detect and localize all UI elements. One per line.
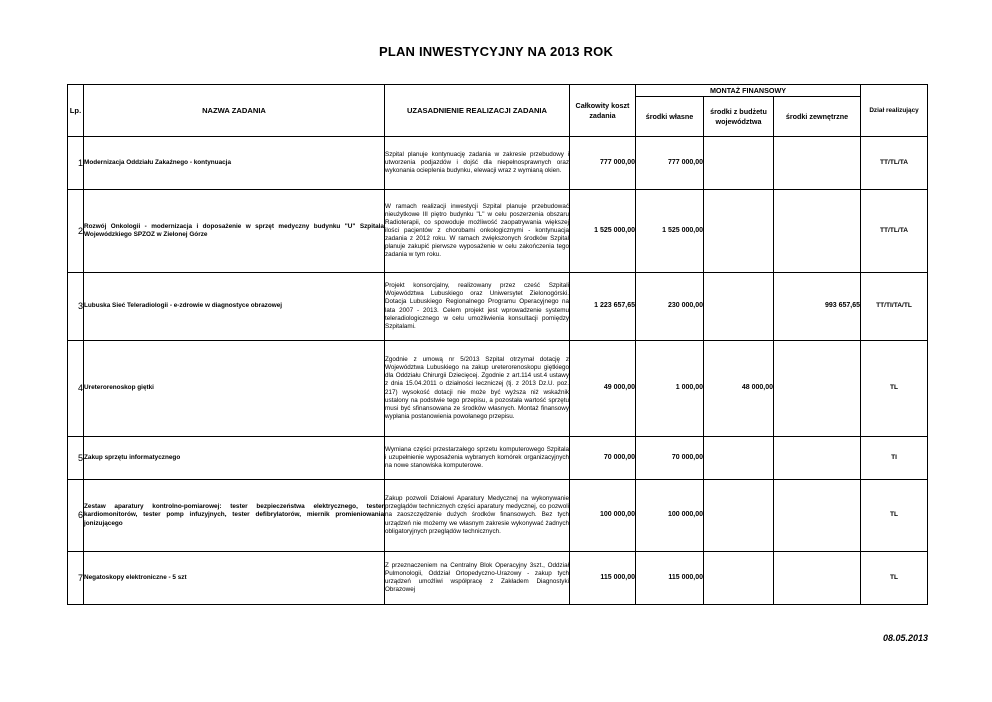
- department: TL: [861, 341, 928, 437]
- department: TT/TI/TA/TL: [861, 273, 928, 341]
- task-justification: Z przeznaczeniem na Centralny Blok Operacyjny 3szt., Oddział Pulmonologii, Oddział Ortopedyczno-Urazowy - zakup tych urządzeń umożliwi współpracę z Zakładem Diagnostyki Obrazowej: [385, 552, 570, 605]
- task-justification: Wymiana części przestarzałego sprzetu komputerowego Szpitala i uzupełnienie wyposażenia wybranych komórek organizacyjnych na nowe stanowiska komputerowe.: [385, 437, 570, 480]
- total-cost: 115 000,00: [570, 552, 636, 605]
- task-justification: Projekt konsorcjalny, realizowany przez cześć Szpitali Województwa Lubuskiego oraz Uniwersytet Zielonogórski. Dotacja Lubuskiego Regionalnego Programu Operacyjnego na lata 2007 - 2013. Celem projekt jest wprowadzenie systemu teleradiologicznego w celu umożliwienia konsultacji pomiędzy Szpitalami.: [385, 273, 570, 341]
- task-name: Ureterorenoskop giętki: [84, 341, 385, 437]
- external-funds: [774, 190, 861, 273]
- external-funds: [774, 552, 861, 605]
- row-lp: 5: [68, 437, 84, 480]
- header-financing: MONTAŻ FINANSOWY: [636, 85, 861, 97]
- own-funds: 100 000,00: [636, 480, 704, 552]
- total-cost: 100 000,00: [570, 480, 636, 552]
- voivodeship-funds: [704, 552, 774, 605]
- voivodeship-funds: 48 000,00: [704, 341, 774, 437]
- header-voivodeship-funds: środki z budżetu województwa: [704, 97, 774, 137]
- voivodeship-funds: [704, 437, 774, 480]
- table-row: [68, 480, 928, 552]
- department: TI: [861, 437, 928, 480]
- voivodeship-funds: [704, 273, 774, 341]
- row-lp: 3: [68, 273, 84, 341]
- row-lp: 4: [68, 341, 84, 437]
- header-name: NAZWA ZADANIA: [84, 85, 385, 137]
- department: TT/TL/TA: [861, 190, 928, 273]
- external-funds: 993 657,65: [774, 273, 861, 341]
- voivodeship-funds: [704, 137, 774, 190]
- investment-plan-table: [67, 84, 928, 605]
- total-cost: 777 000,00: [570, 137, 636, 190]
- task-name: Zakup sprzętu informatycznego: [84, 437, 385, 480]
- total-cost: 70 000,00: [570, 437, 636, 480]
- task-name: Modernizacja Oddziału Zakaźnego - kontynuacja: [84, 137, 385, 190]
- department: TL: [861, 480, 928, 552]
- task-name: Lubuska Sieć Teleradiologii - e-zdrowie w diagnostyce obrazowej: [84, 273, 385, 341]
- own-funds: 115 000,00: [636, 552, 704, 605]
- table-row: [68, 273, 928, 341]
- row-lp: 6: [68, 480, 84, 552]
- external-funds: [774, 437, 861, 480]
- task-name: Negatoskopy elektroniczne - 5 szt: [84, 552, 385, 605]
- external-funds: [774, 480, 861, 552]
- task-name: Zestaw aparatury kontrolno-pomiarowej: tester bezpieczeństwa elektrycznego, tester kardiomonitorów, tester pomp infuzyjnych, tester defibrylatorów, miernik promieniowania jonizującego: [84, 480, 385, 552]
- table-row: [68, 552, 928, 605]
- header-own-funds: środki własne: [636, 97, 704, 137]
- page-title: PLAN INWESTYCYJNY NA 2013 ROK: [378, 44, 614, 59]
- department: TT/TL/TA: [861, 137, 928, 190]
- row-lp: 2: [68, 190, 84, 273]
- task-justification: Szpital planuje kontynuację zadania w zakresie przebudowy i utworzenia podjazdów i dojść dla niepełnosprawnych oraz wykonania ocieplenia budynku, elewacji wraz z wymianą okien.: [385, 137, 570, 190]
- external-funds: [774, 137, 861, 190]
- header-total-cost: Całkowity koszt zadania: [570, 85, 636, 137]
- row-lp: 7: [68, 552, 84, 605]
- total-cost: 49 000,00: [570, 341, 636, 437]
- header-justification: UZASADNIENIE REALIZACJI ZADANIA: [385, 85, 570, 137]
- table-row: [68, 190, 928, 273]
- task-justification: Zgodnie z umową nr 5/2013 Szpital otrzymał dotację z Województwa Lubuskiego na zakup ureterorenoskopu giętkiego dla Oddziału Chirurgii Dziecięcej. Zgodnie z art.114 ust.4 ustawy z dnia 15.04.2011 o działności leczniczej (tj. z 2013 Dz.U. poz. 217) wysokość dotacji nie może być wyższa niż wskaźnik ustalony na podstwie tego przepisu, a pozostała wartość sprzętu musi być sfinansowana ze środków własnych. Montaż finansowy wypłania postanowienia powołanego przepisu.: [385, 341, 570, 437]
- voivodeship-funds: [704, 480, 774, 552]
- own-funds: 777 000,00: [636, 137, 704, 190]
- table-row: [68, 137, 928, 190]
- department: TL: [861, 552, 928, 605]
- header-lp: Lp.: [68, 85, 84, 137]
- table-row: [68, 341, 928, 437]
- document-date: 08.05.2013: [882, 633, 928, 643]
- total-cost: 1 223 657,65: [570, 273, 636, 341]
- task-justification: W ramach realizacji inwestycji Szpital planuje przebudować nieużytkowe III piętro budynku "L" w celu poszerzenia obszaru Radioterapii, co spowoduje możliwość zaopatrywania większej ilości pacjentów z chorobami onkologicznymi - kontynuacja zadania z 2012 roku. W ramach zwiększonych środków Szpital planuje zakupić pierwsze wyposażenie w celu zakończenia tego zadania w tym roku.: [385, 190, 570, 273]
- table-row: [68, 437, 928, 480]
- external-funds: [774, 341, 861, 437]
- row-lp: 1: [68, 137, 84, 190]
- task-justification: Zakup pozwoli Działowi Aparatury Medycznej na wykonywanie przeglądów technicznych części aparatury medycznej, co pozwoli na zaoszczędzenie dużych środków finansowych. Bez tych urządzeń nie możemy we własnym zakresie wykonywać żadnych obligatoryjnych przeglądów technicznych.: [385, 480, 570, 552]
- own-funds: 1 000,00: [636, 341, 704, 437]
- total-cost: 1 525 000,00: [570, 190, 636, 273]
- voivodeship-funds: [704, 190, 774, 273]
- header-external-funds: środki zewnętrzne: [774, 97, 861, 137]
- own-funds: 230 000,00: [636, 273, 704, 341]
- own-funds: 1 525 000,00: [636, 190, 704, 273]
- task-name: Rozwój Onkologii - modernizacja i doposażenie w sprzęt medyczny budynku "U" Szpitala Wojewódzkiego SPZOZ w Zielonej Górze: [84, 190, 385, 273]
- own-funds: 70 000,00: [636, 437, 704, 480]
- header-department: Dział realizujący: [861, 85, 928, 137]
